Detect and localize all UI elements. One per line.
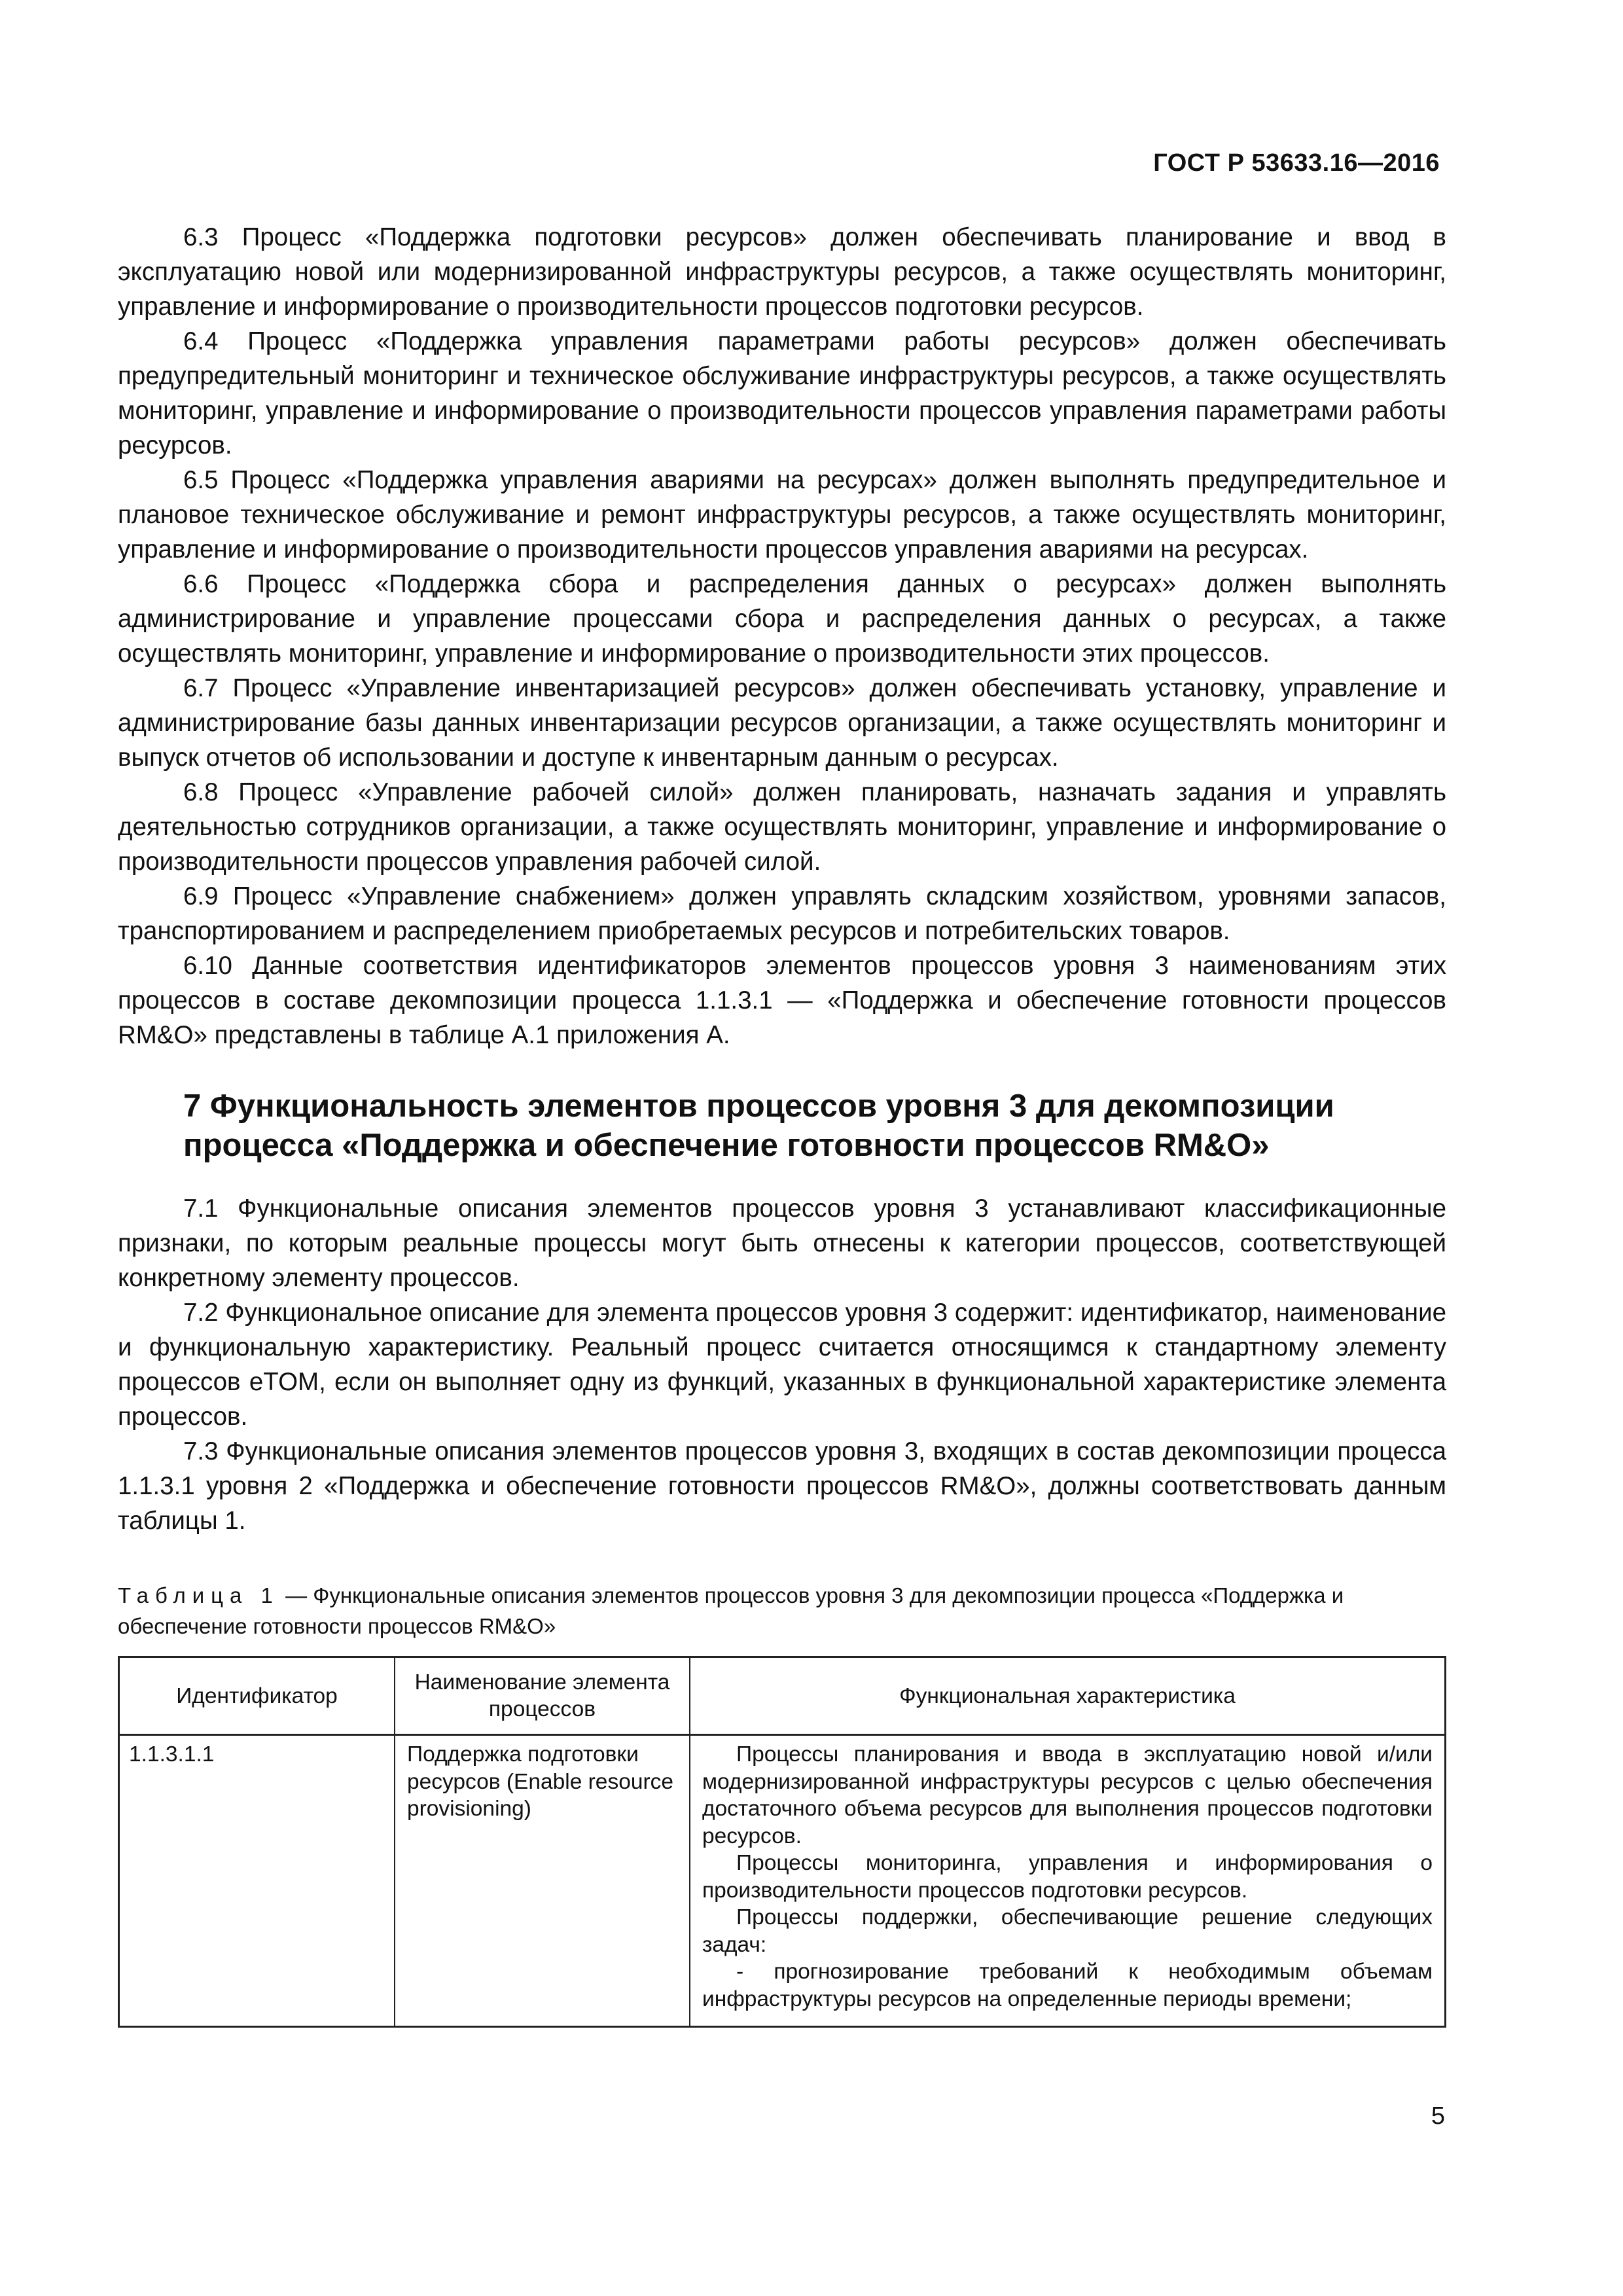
paragraph-6-7: 6.7 Процесс «Управление инвентаризацией ресурсов» должен обеспечивать установку, управление и администрирование базы данных инвентаризации ресурсов организации, а также осуществлять мониторинг и выпуск отчетов об использовании и доступе к инвентарным данным о ресурсах. (118, 674, 1446, 772)
header-functional-characteristic: Функциональная характеристика (690, 1657, 1446, 1735)
section-7-heading-line2: процесса «Поддержка и обеспечение готовности процессов RM&O» (183, 1128, 1270, 1163)
table-header-row (119, 1657, 1446, 1735)
func-paragraph: Процессы поддержки, обеспечивающие решение следующих задач: (702, 1905, 1433, 1957)
paragraph-6-10: 6.10 Данные соответствия идентификаторов элементов процессов уровня 3 наименованиям этих процессов в составе декомпозиции процесса 1.1.3.1 — «Поддержка и обеспечение готовности процессов RM&O» представлены в таблице А.1 приложения А. (118, 952, 1446, 1049)
table-1-caption-text: — Функциональные описания элементов процессов уровня 3 для декомпозиции процесса «Поддержка и обеспечение готовности процессов RM&O» (118, 1583, 1344, 1638)
paragraph-7-1: 7.1 Функциональные описания элементов процессов уровня 3 устанавливают классификационные признаки, по которым реальные процессы могут быть отнесены к категории процессов, соответствующей конкретному элементу процессов. (118, 1194, 1446, 1292)
paragraph-7-3: 7.3 Функциональные описания элементов процессов уровня 3, входящих в состав декомпозиции процесса 1.1.3.1 уровня 2 «Поддержка и обеспечение готовности процессов RM&O», должны соответствовать данным таблицы 1. (118, 1437, 1446, 1535)
paragraph-6-4: 6.4 Процесс «Поддержка управления параметрами работы ресурсов» должен обеспечивать предупредительный мониторинг и техническое обслуживание инфраструктуры ресурсов, а также осуществлять мониторинг, управление и информирование о производительности процессов управления параметрами работы ресурсов. (118, 327, 1446, 459)
header-identifier: Идентификатор (119, 1657, 395, 1735)
func-paragraph: Процессы мониторинга, управления и информирования о производительности процессов подготовки ресурсов. (702, 1851, 1433, 1903)
header-element-name: Наименование элемента процессов (395, 1657, 690, 1735)
section-7-heading-line1: 7 Функциональность элементов процессов уровня 3 для декомпозиции (183, 1088, 1334, 1124)
paragraph-7-2: 7.2 Функциональное описание для элемента процессов уровня 3 содержит: идентификатор, наименование и функциональную характеристику. Реальный процесс считается относящимся к стандартному элементу процессов eTOM, если он выполняет одну из функций, указанных в функциональной характеристике элемента процессов. (118, 1299, 1446, 1431)
paragraph-6-5: 6.5 Процесс «Поддержка управления авариями на ресурсах» должен выполнять предупредительное и плановое техническое обслуживание и ремонт инфраструктуры ресурсов, а также осуществлять мониторинг, управление и информирование о производительности процессов управления авариями на ресурсах. (118, 466, 1446, 564)
func-paragraph: Процессы планирования и ввода в эксплуатацию новой и/или модернизированной инфраструктуры ресурсов с целью обеспечения достаточного объема ресурсов для выполнения процессов подготовки ресурсов. (702, 1742, 1433, 1848)
paragraph-6-8: 6.8 Процесс «Управление рабочей силой» должен планировать, назначать задания и управлять деятельностью сотрудников организации, а также осуществлять мониторинг, управление и информирование о производительности процессов управления рабочей силой. (118, 778, 1446, 876)
page-number: 5 (1431, 2102, 1445, 2130)
paragraph-6-6: 6.6 Процесс «Поддержка сбора и распределения данных о ресурсах» должен выполнять администрирование и управление процессами сбора и распределения данных о ресурсах, а также осуществлять мониторинг, управление и информирование о производительности этих процессов. (118, 570, 1446, 668)
cell-functional-characteristic (690, 1735, 1446, 2027)
cell-element-name: Поддержка подготовки ресурсов (Enable resource provisioning) (395, 1735, 690, 2027)
table-1-caption (118, 1580, 1446, 1641)
table-1-caption-label: Таблица 1 (118, 1583, 279, 1607)
cell-identifier: 1.1.3.1.1 (119, 1735, 395, 2027)
document-standard-number: ГОСТ Р 53633.16—2016 (1153, 149, 1440, 177)
paragraph-6-3: 6.3 Процесс «Поддержка подготовки ресурсов» должен обеспечивать планирование и ввод в эксплуатацию новой или модернизированной инфраструктуры ресурсов, а также осуществлять мониторинг, управление и информирование о производительности процессов подготовки ресурсов. (118, 223, 1446, 321)
table-row (119, 1735, 1446, 2027)
page-content (118, 220, 1446, 2028)
table-1 (118, 1656, 1446, 2028)
paragraph-6-9: 6.9 Процесс «Управление снабжением» должен управлять складским хозяйством, уровнями запасов, транспортированием и распределением приобретаемых ресурсов и потребительских товаров. (118, 882, 1446, 945)
section-7-heading (118, 1086, 1446, 1165)
func-list-item: - прогнозирование требований к необходимым объемам инфраструктуры ресурсов на определенные периоды времени; (702, 1960, 1433, 2011)
